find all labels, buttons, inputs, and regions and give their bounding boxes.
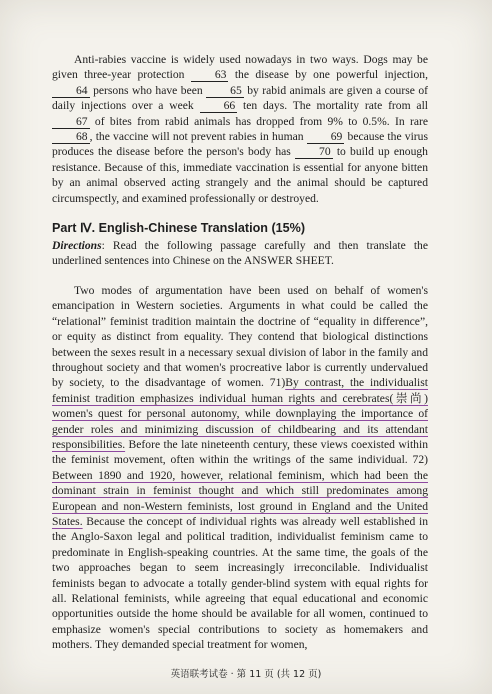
directions-label: Directions <box>52 239 102 253</box>
page-content <box>52 52 428 653</box>
cloze-text: because the virus produces the disease before the person's body has <box>52 130 428 159</box>
cloze-text: ten days. The mortality rate from all <box>242 99 429 113</box>
blank-65: 65 <box>206 85 244 98</box>
cloze-paragraph <box>52 52 428 206</box>
passage-text: Before the late nineteenth century, these views coexisted within the feminist movement, often within the writings of the same individual. 72) <box>52 437 428 467</box>
section-title: Part Ⅳ. English-Chinese Translation (15%) <box>52 221 306 236</box>
blank-67: 67 <box>52 116 90 129</box>
cloze-text: of bites from rabid animals has dropped from 9% to 0.5%. In rare <box>94 114 428 128</box>
page-footer: 英语联考试卷 · 第 11 页 (共 12 页) <box>170 669 322 680</box>
underlined-sentence-71: By contrast, the individualist feminist tradition emphasizes individual human rights and cerebrates(崇尚) women's quest for personal autonomy, while downplaying the importance of gender roles and minimizing discussion of childbearing and its attendant responsibilities. <box>52 376 428 451</box>
cloze-text: the disease by one powerful injection, <box>234 68 428 82</box>
directions <box>52 238 428 269</box>
blank-69: 69 <box>307 131 345 144</box>
blank-64: 64 <box>52 85 90 98</box>
passage-text: Because the concept of individual rights was already well established in the Anglo-Saxon legal and political tradition, individualist feminism came to predominate in English-speaking countries. At the same time, the goals of the two approaches began to seem increasingly irreconcilable. Individualist feminists began to advocate a totally gender-blind system with equal rights for all. Relational feminists, while agreeing that equal educational and economic opportunities outside the home should be available for all women, continued to emphasize women's special contributions to society as homemakers and mothers. They demanded special treatment for women, <box>52 514 428 652</box>
blank-63: 63 <box>191 69 229 82</box>
cloze-text: , the vaccine will not prevent rabies in human <box>89 130 304 144</box>
underlined-sentence-72: Between 1890 and 1920, however, relational feminism, which had been the dominant strain in feminist thought and which still predominates among European and non-Western feminists, lost ground in England and the United States. <box>52 468 428 528</box>
cloze-text: persons who have been <box>93 83 203 97</box>
passage-text: Two modes of argumentation have been used on behalf of women's emancipation in Western societies. Arguments in what could be called the “relational” feminist tradition maintain the doctrine of “equality in difference”, or equity as distinct from equality. They contend that biological distinctions between the sexes result in a necessary sexual division of labor in the family and throughout society and that women's procreative labor is currently undervalued by society, to the disadvantage of women. 71) <box>52 283 428 390</box>
blank-66: 66 <box>200 100 238 113</box>
cloze-text: by rabid animals are given a course of daily injections over a week <box>52 83 429 113</box>
blank-68: 68 <box>52 131 90 144</box>
blank-70: 70 <box>295 146 333 159</box>
cloze-text: to build up enough resistance. Because of this, immediate vaccination is essential for anyone bitten by an animal observed acting strangely and the animal should be captured circumspectly, and examined professionally or destroyed. <box>52 145 428 205</box>
translation-passage <box>52 283 428 653</box>
directions-text: : Read the following passage carefully and then translate the underlined sentences into Chinese on the ANSWER SHEET. <box>52 239 428 268</box>
cloze-text: Anti-rabies vaccine is widely used nowadays in two ways. Dogs may be given three-year protection <box>52 53 428 82</box>
